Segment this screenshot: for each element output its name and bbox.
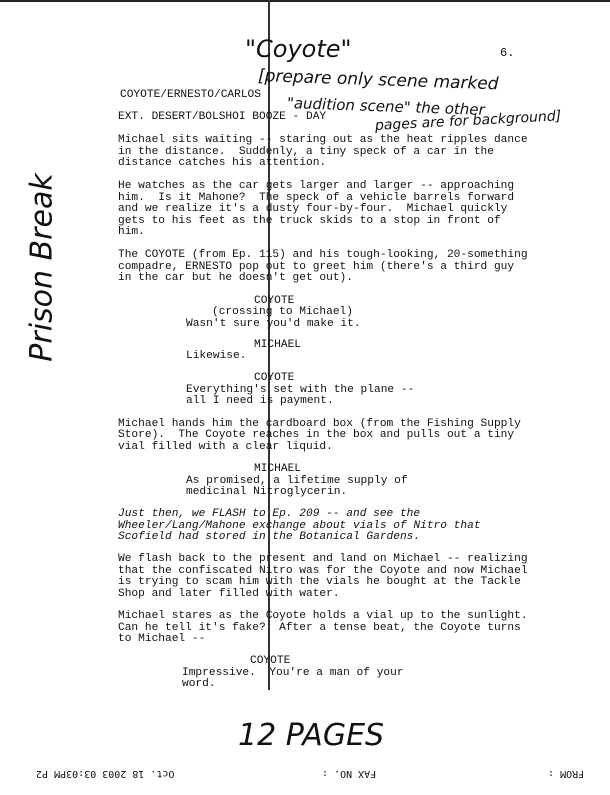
character-cue: MICHAEL [254,339,301,351]
action-line: to Michael -- [118,633,206,645]
action-line: The COYOTE (from Ep. 115) and his tough-looking, 20-something [118,249,528,261]
fax-number-label: FAX NO. : [322,768,377,779]
action-line: him. [118,226,145,238]
action-line: Can he tell it's fake? After a tense beat, the Coyote turns [118,622,521,634]
action-line: Shop and later filled with water. [118,588,340,600]
dialogue-line: all I need is payment. [186,395,334,407]
dialogue-line: Likewise. [186,350,247,362]
action-line: is trying to scam him with the vials he bought at the Tackle [118,576,521,588]
dialogue-line: Wasn't sure you'd make it. [186,318,361,330]
character-cue: MICHAEL [254,463,301,475]
handwritten-side-note: Prison Break [24,173,60,362]
action-line: gets to his feet as the truck skids to a stop in front of [118,215,501,227]
handwritten-note-1: [prepare only scene marked [257,66,499,95]
dialogue-line: word. [182,678,216,690]
dialogue-line: Impressive. You're a man of your [182,667,404,679]
page-number: 6. [500,46,515,60]
fax-date: Oct. 18 2003 03:03PM P2 [36,768,175,779]
action-line: him. Is it Mahone? The speck of a vehicle barrels forward [118,192,515,204]
handwritten-note-2: "audition scene" the other [286,94,486,119]
action-line: and we realize it's a dusty four-by-four. Michael quickly [118,203,508,215]
dialogue-line: medicinal Nitroglycerin. [186,486,348,498]
character-cue: COYOTE [250,655,291,667]
fax-footer [0,764,610,784]
action-line: Michael sits waiting -- staring out as the heat ripples dance [118,134,528,146]
action-line: Store). The Coyote reaches in the box and pulls out a tiny [118,429,515,441]
action-line: Just then, we FLASH to Ep. 209 -- and see the [118,508,421,520]
action-line: Wheeler/Lang/Mahone exchange about vials of Nitro that [118,520,481,532]
dialogue-line: As promised, a lifetime supply of [186,475,408,487]
scene-slug: EXT. DESERT/BOLSHOI BOOZE - DAY [118,111,327,123]
action-line: distance catches his attention. [118,157,327,169]
action-line: Michael stares as the Coyote holds a vial up to the sunlight. [118,610,528,622]
handwritten-note-3: pages are for background] [374,108,562,134]
action-line: that the confiscated Nitro was for the Coyote and now Michael [118,565,528,577]
handwritten-page-count: 12 PAGES [238,718,385,753]
parenthetical: (crossing to Michael) [212,306,353,318]
action-line: compadre, ERNESTO pop out to greet him (there's a third guy [118,261,515,273]
action-line: We flash back to the present and land on Michael -- realizing [118,553,528,565]
action-line: Michael hands him the cardboard box (from the Fishing Supply [118,418,521,430]
action-line: Scofield had stored in the Botanical Gardens. [118,531,421,543]
action-line: in the car but he doesn't get out). [118,272,353,284]
action-line: He watches as the car gets larger and larger -- approaching [118,180,515,192]
handwritten-title: "Coyote" [245,35,352,63]
action-line: in the distance. Suddenly, a tiny speck of a car in the [118,146,494,158]
dialogue-line: Everything's set with the plane -- [186,384,415,396]
character-cue: COYOTE [254,372,295,384]
page-top-border [0,0,610,2]
characters-header: COYOTE/ERNESTO/CARLOS [120,89,261,101]
character-cue: COYOTE [254,295,295,307]
fax-from-label: FROM : [548,768,585,779]
action-line: vial filled with a clear liquid. [118,441,333,453]
